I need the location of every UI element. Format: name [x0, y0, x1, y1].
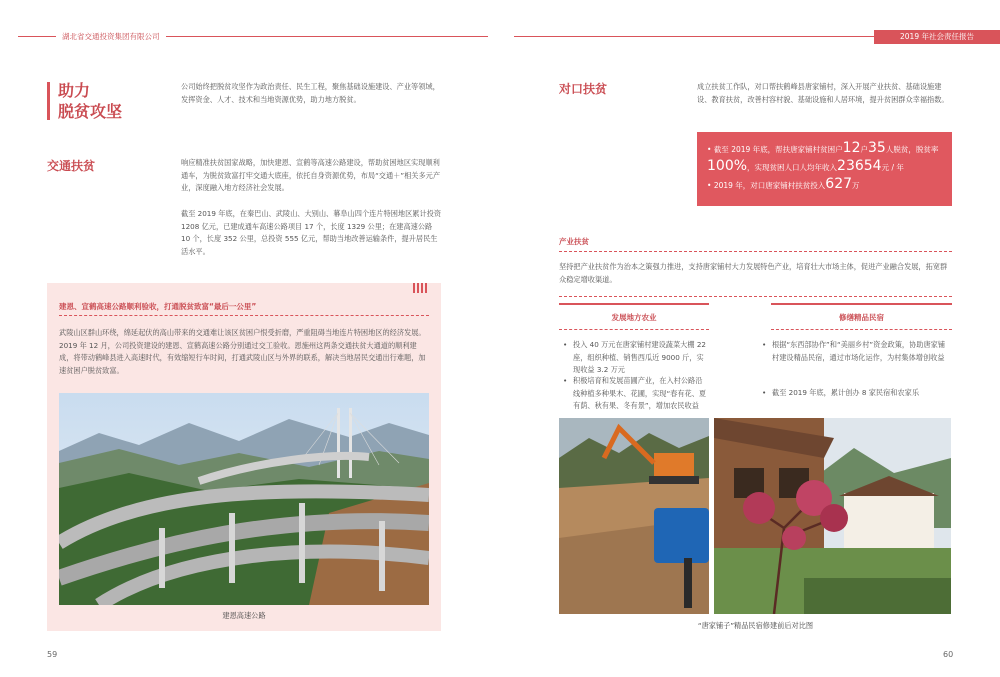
- highway-photo: [59, 393, 429, 605]
- page-title: [58, 80, 122, 122]
- col2-divider: [771, 329, 952, 330]
- col1-title: 发展地方农业: [611, 313, 657, 322]
- col2-item: • 截至 2019 年底，累计创办 8 家民宿和农家乐: [762, 388, 920, 397]
- construction-photo: [559, 418, 709, 614]
- header-rule: [514, 36, 874, 37]
- highway-photo-caption: 建恩高速公路: [222, 611, 266, 620]
- stat-line-1: • 截至 2019 年底，帮扶唐家铺村贫困户12户35人脱贫，脱贫率100%，实现贫困人口人均年收入23654元 / 年: [707, 140, 939, 174]
- col2-top-rule: [771, 303, 952, 305]
- title-line-1: 助力: [58, 81, 91, 100]
- decorative-bars: [411, 283, 427, 295]
- report-title-tag: 2019 年社会责任报告: [874, 30, 1000, 44]
- right-running-header: [514, 30, 1000, 44]
- title-accent-bar: [47, 82, 50, 120]
- stat-line-2: • 2019 年，对口唐家铺村扶贫投入627万: [707, 176, 860, 192]
- transport-paragraph-2: 截至 2019 年底，在秦巴山、武陵山、大别山、幕阜山四个连片特困地区累计投资 1208 亿元，已建成通车高速公路项目 17 个，长度 1329 公里；在建高速公路 10 个，长度 352 公里，总投资 555 亿元，帮助当地改善运输条件，提升居民生活水平。: [181, 209, 442, 256]
- company-name: 湖北省交通投资集团有限公司: [56, 30, 166, 44]
- col1-divider: [559, 329, 709, 330]
- industry-divider-bottom: [559, 296, 952, 297]
- homestay-photo: [714, 418, 951, 614]
- page-number-left: 59: [47, 650, 58, 659]
- homestay-photo-caption: “唐家铺子”精品民宿修建前后对比图: [697, 621, 814, 630]
- page-number-right: 60: [943, 650, 954, 659]
- section-title-transport: 交通扶贫: [47, 159, 96, 173]
- callout-divider: [59, 315, 429, 316]
- industry-title: 产业扶贫: [559, 237, 589, 246]
- title-line-2: 脱贫攻坚: [58, 102, 123, 121]
- left-running-header: [18, 30, 488, 44]
- industry-divider: [559, 251, 952, 252]
- col2-item: • 根据“东西部协作”和“美丽乡村”资金政策，协助唐家铺村建设精品民宿，通过市场化运作，为村集体增创收益: [762, 340, 946, 362]
- col2-title: 修缮精品民宿: [839, 313, 884, 322]
- transport-paragraph-1: 响应精准扶贫国家战略，加快建恩、宣鹤等高速公路建设，帮助贫困地区实现顺利通车，为脱贫致富打牢交通大底座，依托自身资源优势，布局“交通＋”相关多元产业，深度融入地方经济社会发展。: [181, 158, 441, 193]
- paired-aid-intro: 成立扶贫工作队，对口帮扶鹤峰县唐家铺村，深入开展产业扶贫、基础设施建设、教育扶贫，改善村容村貌、基础设施和人居环境，提升贫困群众幸福指数。: [697, 82, 949, 104]
- col1-top-rule: [559, 303, 709, 305]
- section-title-paired-aid: 对口扶贫: [559, 82, 608, 96]
- callout-text: 武陵山区群山环绕，绵延起伏的高山带来的交通难让该区贫困户恨受折磨，严重阻碍当地连片特困地区的经济发展。2019 年 12 月，公司投资建设的建恩、宣鹤高速公路分别通过交工验收。恩施州这两条交通扶贫大通道的顺利建成，将带动鹤峰县进入高速时代，有效缩短行车时间，打通武陵山区与外界的联系，解决当地居民交通出行难题，加速贫困户脱贫致富。: [59, 328, 426, 375]
- highway-callout-box: [47, 283, 441, 631]
- callout-title: 建恩、宣鹤高速公路顺利验收，打通脱贫致富“最后一公里”: [59, 302, 257, 311]
- intro-paragraph: 公司始终把脱贫攻坚作为政治责任、民生工程，聚焦基础设施建设、产业等领域，发挥资金、人才、技术和当地资源优势，助力地方脱贫。: [181, 82, 440, 104]
- col1-item: • 投入 40 万元在唐家铺村建设蔬菜大棚 22 座，组织种植、销售西瓜近 9000 斤，实现收益 3.2 万元: [563, 340, 706, 375]
- col1-item: • 积极培育和发展苗圃产业，在入村公路沿线种植多种果木、花圃，实现“春有花、夏有荫、秋有果、冬有景”，增加农民收益: [563, 376, 707, 411]
- industry-paragraph: 坚持把产业扶贫作为治本之策强力推进，支持唐家铺村大力发展特色产业，培育壮大市场主体，促进产业融合发展，拓宽群众稳定增收渠道。: [559, 262, 948, 284]
- poverty-stat-box: [697, 132, 952, 206]
